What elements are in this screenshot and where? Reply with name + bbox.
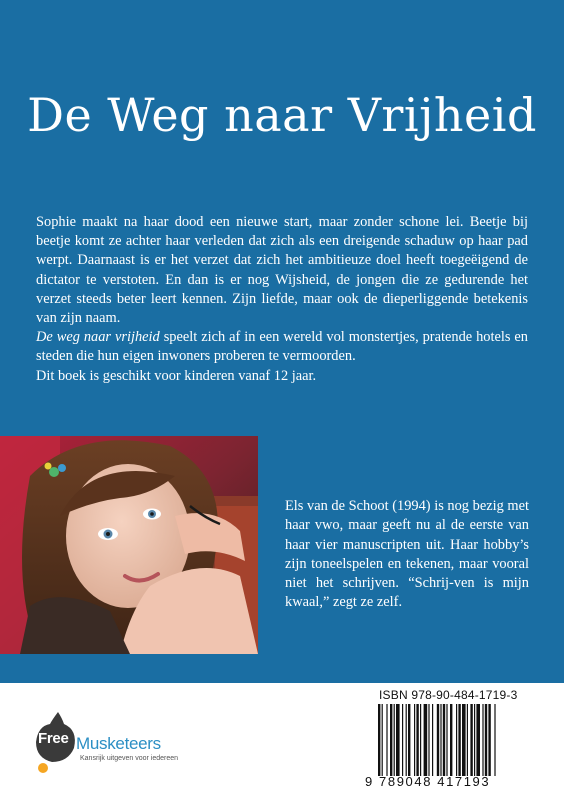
barcode-bar	[467, 704, 468, 776]
barcode-bar	[462, 704, 466, 776]
barcode-bar	[402, 704, 403, 776]
book-title: De Weg naar Vrijheid	[27, 88, 537, 142]
barcode-bar	[476, 704, 480, 776]
barcode-bar	[474, 704, 475, 776]
book-blurb	[36, 213, 528, 386]
publisher-name-free: Free	[38, 730, 69, 747]
author-photo	[0, 436, 258, 654]
author-bio: Els van de Schoot (1994) is nog bezig met haar vwo, maar geeft nu al de eerste van haar vier manuscripten uit. Haar hobby’s zijn toneelspelen en tekenen, maar vooral niet het schrijven. “Schrij-ven is mijn kwaal,” zegt ze zelf.	[285, 498, 529, 611]
barcode-bar	[414, 704, 415, 776]
barcode-bar	[416, 704, 418, 776]
barcode-bar	[456, 704, 457, 776]
blurb-paragraph-2-text: speelt zich af in een wereld vol monstertjes, pratende hotels en steden die hun eigen inwoners proberen te vermoorden.	[36, 329, 528, 365]
barcode-bar	[437, 704, 439, 776]
barcode-bar	[470, 704, 472, 776]
publisher-tagline: Kansrijk uitgeven voor iedereen	[80, 755, 179, 762]
barcode-bar	[458, 704, 460, 776]
barcode-bar	[494, 704, 495, 776]
barcode	[378, 704, 530, 776]
blurb-age-note: Dit boek is geschikt voor kinderen vanaf 12 jaar.	[36, 367, 317, 384]
blurb-book-title-italic: De weg naar vrijheid	[36, 329, 160, 346]
barcode-bar	[446, 704, 447, 776]
blurb-paragraph-1: Sophie maakt na haar dood een nieuwe start, maar zonder schone lei. Beetje bij beetje komt ze achter haar verleden dat zich als een dreigende schaduw op haar pad werpt. Daarnaast is er het verzet dat zich het ambitieuze doel heeft toegeëigend de dictator te verstoten. En dan is er nog Wijsheid, de jongen die ze gedurende het verzet steeds beter leert kennen. Zijn liefde, maar ook de dieperliggende betekenis van zijn naam.	[36, 214, 528, 327]
barcode-bar	[428, 704, 429, 776]
barcode-bar	[396, 704, 400, 776]
barcode-bar	[390, 704, 392, 776]
barcode-bar	[450, 704, 452, 776]
barcode-bar	[386, 704, 387, 776]
barcode-bar	[485, 704, 487, 776]
barcode-bar	[406, 704, 407, 776]
barcode-digits: 9 789048 417193	[365, 774, 491, 789]
barcode-bar	[443, 704, 445, 776]
barcode-bar	[408, 704, 410, 776]
barcode-bar	[488, 704, 490, 776]
barcode-bar	[482, 704, 483, 776]
barcode-bar	[432, 704, 433, 776]
blurb-paragraph-2	[36, 328, 528, 366]
barcode-bar	[394, 704, 395, 776]
barcode-bar	[440, 704, 441, 776]
barcode-bar	[424, 704, 428, 776]
barcode-bar	[378, 704, 380, 776]
barcode-bar	[420, 704, 421, 776]
barcode-bar	[382, 704, 383, 776]
publisher-logo	[34, 708, 194, 778]
publisher-name-musketeers: Musketeers	[76, 734, 161, 753]
isbn-label: ISBN 978-90-484-1719-3	[379, 688, 518, 702]
